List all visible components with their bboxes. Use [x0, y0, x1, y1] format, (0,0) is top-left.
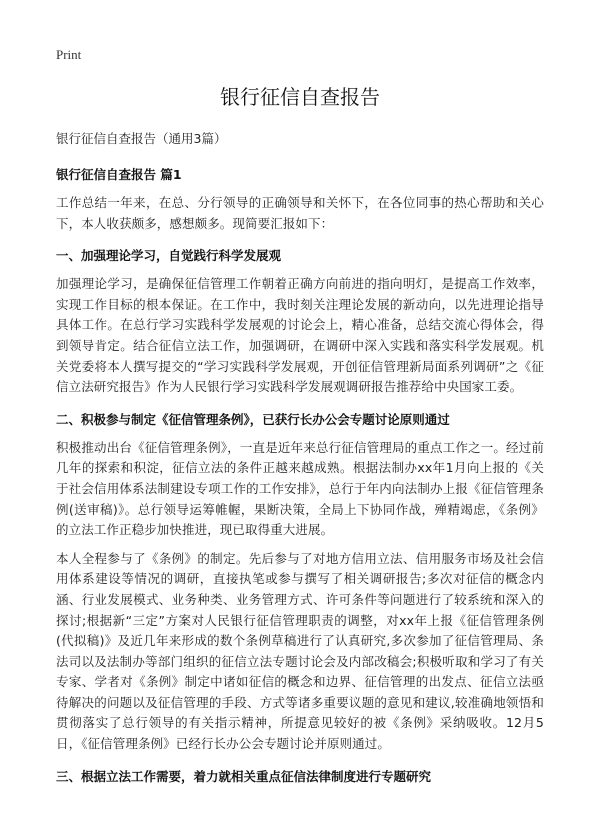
intro-paragraph: 工作总结一年来，在总、分行领导的正确领导和关怀下，在各位同事的热心帮助和关心下，本人收获颇多，感想颇多。现简要汇报如下：: [56, 195, 544, 231]
section-2-paragraph-2: 本人全程参与了《条例》的制定。先后参与了对地方信用立法、信用服务市场及社会信用体系建设等情况的调研，直接执笔或参与撰写了相关调研报告;多次对征信的概念内涵、行业发展模式、业务种类、业务管理方式、许可条件等问题进行了较系统和深入的探讨;根据新“三定”方案对人民银行征信管理职责的调整，对xx年上报《征信管理条例(代拟稿)》及近几年来形成的数个条例草稿进行了认真研究,多次参加了征信管理局、条法司以及法制办等部门组织的征信立法专题讨论会及内部改稿会;积极听取和学习了有关专家、学者对《条例》制定中诸如征信的概念和边界、征信管理的出发点、征信立法亟待解决的问题以及征信管理的手段、方式等诸多重要议题的意见和建议,较准确地领悟和贯彻落实了总行领导的有关指示精神，所提意见较好的被《条例》采纳吸收。12月5日，《征信管理条例》已经行长办公会专题讨论并原则通过。: [56, 550, 544, 752]
print-link[interactable]: Print: [56, 47, 82, 62]
section-heading-1: 一、加强理论学习，自觉践行科学发展观: [56, 248, 282, 264]
section-heading-2: 二、积极参与制定《征信管理条例》，已获行长办公会专题讨论原则通过: [56, 411, 450, 427]
document-title: 银行征信自查报告: [220, 85, 380, 109]
article-title: 银行征信自查报告 篇1: [56, 167, 182, 182]
section-2-paragraph-1: 积极推动出台《征信管理条例》，一直是近年来总行征信管理局的重点工作之一。经过前几年的探索和积淀，征信立法的条件正越来越成熟。根据法制办xx年1月向上报的《关于社会信用体系法制建设专项工作的工作安排》，总行于年内向法制办上报《征信管理条例(送审稿)》。总行领导运筹帷幄，果断决策，全局上下协同作战，殚精竭虑，《条例》的立法工作正稳步加快推进，现已取得重大进展。: [56, 439, 544, 538]
section-1-paragraph-1: 加强理论学习，是确保征信管理工作朝着正确方向前进的指向明灯，是提高工作效率，实现工作目标的根本保证。在工作中，我时刻关注理论发展的新动向，以先进理论指导具体工作。在总行学习实践科学发展观的讨论会上，精心准备，总结交流心得体会，得到领导肯定。结合征信立法工作，加强调研，在调研中深入实践和落实科学发展观。机关党委将本人撰写提交的“学习实践科学发展观，开创征信管理新局面系列调研”之《征信立法研究报告》作为人民银行学习实践科学发展观调研报告推荐给中央国家工委。: [56, 276, 544, 395]
document-subtitle: 银行征信自查报告（通用3篇）: [56, 131, 227, 146]
section-heading-3: 三、根据立法工作需要，着力就相关重点征信法律制度进行专题研究: [56, 768, 432, 784]
